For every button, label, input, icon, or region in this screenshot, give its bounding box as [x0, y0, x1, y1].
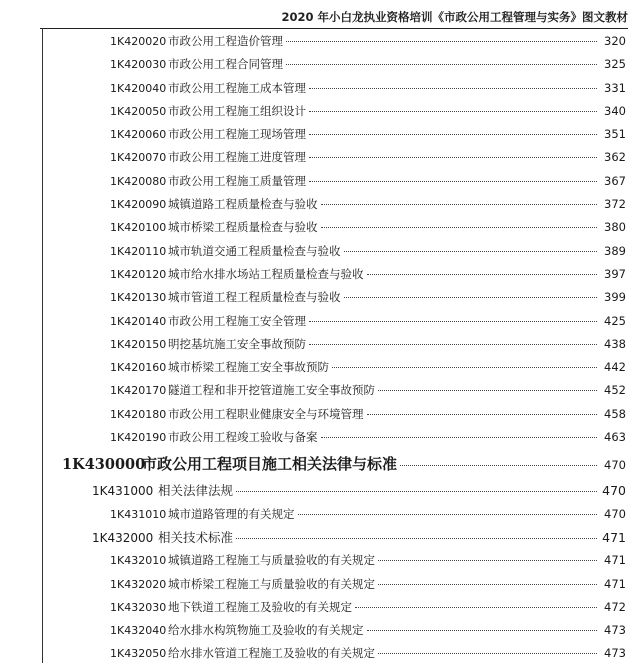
- toc-entry-code: 1K420040: [110, 81, 167, 95]
- toc-entry-page: 340: [604, 103, 626, 118]
- toc-entry-title: 市政公用工程合同管理: [168, 57, 283, 72]
- toc-entry[interactable]: [0, 549, 640, 572]
- toc-entry-code: 1K420190: [110, 431, 167, 445]
- dot-leader: [236, 537, 597, 539]
- toc-entry-page: 473: [604, 623, 626, 638]
- toc-entry[interactable]: [0, 619, 640, 642]
- toc-entry-title: 城镇道路工程质量检查与验收: [168, 197, 318, 212]
- dot-leader: [286, 63, 597, 65]
- toc-entry-page: 472: [604, 599, 626, 614]
- toc-entry[interactable]: [0, 286, 640, 309]
- toc-entry-title: 市政公用工程项目施工相关法律与标准: [142, 455, 398, 474]
- toc-entry-page: 331: [604, 80, 626, 95]
- toc-entry-code: 1K420110: [110, 244, 167, 258]
- toc-section-entry[interactable]: [0, 479, 640, 502]
- dot-leader: [309, 180, 597, 182]
- toc-entry-title: 市政公用工程施工组织设计: [168, 103, 306, 118]
- toc-entry[interactable]: [0, 503, 640, 526]
- toc-entry-code: 1K420060: [110, 128, 167, 142]
- toc-entry-code: 1K432020: [110, 577, 167, 591]
- toc-entry-page: 471: [604, 576, 626, 591]
- toc-entry[interactable]: [0, 216, 640, 239]
- toc-entry-title: 市政公用工程施工成本管理: [168, 80, 306, 95]
- toc-entry-page: 399: [604, 290, 626, 305]
- toc-entry[interactable]: [0, 170, 640, 193]
- toc-entry-page: 442: [604, 360, 626, 375]
- toc-entry-page: 367: [604, 173, 626, 188]
- toc-entry-page: 458: [604, 406, 626, 421]
- dot-leader: [236, 490, 597, 492]
- toc-entry[interactable]: [0, 403, 640, 426]
- toc-entry-code: 1K420090: [110, 198, 167, 212]
- running-header: 2020 年小白龙执业资格培训《市政公用工程管理与实务》图文教材: [40, 6, 628, 29]
- dot-leader: [309, 133, 597, 135]
- toc-entry[interactable]: [0, 642, 640, 665]
- toc-entry[interactable]: [0, 426, 640, 449]
- toc-entry-code: 1K420120: [110, 267, 167, 281]
- toc-entry-code: 1K420160: [110, 361, 167, 375]
- toc-entry-page: 380: [604, 220, 626, 235]
- toc-entry-title: 城市桥梁工程施工与质量验收的有关规定: [168, 576, 375, 591]
- toc-entry[interactable]: [0, 53, 640, 76]
- toc-entry-page: 425: [604, 313, 626, 328]
- toc-entry-title: 城市道路管理的有关规定: [168, 506, 295, 521]
- toc-entry-title: 城市桥梁工程施工安全事故预防: [168, 360, 329, 375]
- table-of-contents: [0, 30, 640, 666]
- toc-entry-title: 给水排水构筑物施工及验收的有关规定: [168, 623, 364, 638]
- dot-leader: [344, 296, 598, 298]
- toc-entry-code: 1K431010: [110, 507, 167, 521]
- toc-entry-title: 市政公用工程施工现场管理: [168, 127, 306, 142]
- dot-leader: [378, 559, 597, 561]
- dot-leader: [309, 156, 597, 158]
- dot-leader: [367, 273, 598, 275]
- toc-entry-title: 城市给水排水场站工程质量检查与验收: [168, 266, 364, 281]
- toc-section-entry[interactable]: [0, 526, 640, 549]
- toc-entry-code: 1K432030: [110, 600, 167, 614]
- toc-entry-page: 438: [604, 336, 626, 351]
- toc-entry-code: 1K420150: [110, 337, 167, 351]
- toc-entry-code: 1K420070: [110, 151, 167, 165]
- toc-entry-page: 325: [604, 57, 626, 72]
- toc-entry-page: 470: [602, 483, 626, 499]
- toc-entry-title: 城市管道工程工程质量检查与验收: [168, 290, 341, 305]
- toc-entry-title: 市政公用工程施工安全管理: [168, 313, 306, 328]
- toc-entry-title: 市政公用工程竣工验收与备案: [168, 430, 318, 445]
- toc-entry[interactable]: [0, 123, 640, 146]
- toc-entry-title: 市政公用工程施工进度管理: [168, 150, 306, 165]
- toc-entry-page: 351: [604, 127, 626, 142]
- toc-entry-page: 471: [602, 529, 626, 545]
- dot-leader: [367, 629, 598, 631]
- toc-entry-title: 市政公用工程造价管理: [168, 34, 283, 48]
- toc-entry-title: 城市桥梁工程质量检查与验收: [168, 220, 318, 235]
- toc-entry-code: 1K431000: [92, 484, 154, 499]
- toc-entry[interactable]: [0, 193, 640, 216]
- dot-leader: [309, 320, 597, 322]
- dot-leader: [298, 513, 598, 515]
- toc-entry[interactable]: [0, 100, 640, 123]
- toc-entry-code: 1K420170: [110, 384, 167, 398]
- dot-leader: [367, 413, 598, 415]
- dot-leader: [344, 250, 598, 252]
- toc-entry-page: 452: [604, 383, 626, 398]
- toc-entry-code: 1K432010: [110, 554, 167, 568]
- toc-entry[interactable]: [0, 240, 640, 263]
- toc-entry-page: 320: [604, 34, 626, 48]
- toc-entry-page: 389: [604, 243, 626, 258]
- dot-leader: [321, 203, 598, 205]
- toc-entry[interactable]: [0, 573, 640, 596]
- toc-entry-code: 1K420130: [110, 291, 167, 305]
- dot-leader: [309, 110, 597, 112]
- toc-entry-page: 362: [604, 150, 626, 165]
- dot-leader: [321, 226, 598, 228]
- toc-entry-title: 市政公用工程施工质量管理: [168, 173, 306, 188]
- toc-entry-title: 给水排水管道工程施工及验收的有关规定: [168, 646, 375, 661]
- toc-entry-code: 1K420030: [110, 58, 167, 72]
- toc-entry-code: 1K432040: [110, 624, 167, 638]
- toc-entry[interactable]: [0, 310, 640, 333]
- toc-entry-title: 相关法律法规: [158, 483, 234, 499]
- toc-entry-page: 372: [604, 197, 626, 212]
- toc-entry-page: 471: [604, 553, 626, 568]
- toc-entry[interactable]: [0, 30, 640, 53]
- toc-entry[interactable]: [0, 379, 640, 402]
- dot-leader: [286, 40, 597, 42]
- toc-entry-code: 1K420020: [110, 35, 167, 48]
- dot-leader: [378, 389, 597, 391]
- toc-entry-page: 473: [604, 646, 626, 661]
- dot-leader: [355, 606, 597, 608]
- toc-entry[interactable]: [0, 263, 640, 286]
- toc-entry-page: 470: [604, 506, 626, 521]
- toc-entry[interactable]: [0, 146, 640, 169]
- toc-entry-page: 397: [604, 266, 626, 281]
- toc-entry[interactable]: [0, 77, 640, 100]
- toc-entry-code: 1K420140: [110, 314, 167, 328]
- toc-entry[interactable]: [0, 596, 640, 619]
- toc-entry[interactable]: [0, 356, 640, 379]
- toc-entry-code: 1K432050: [110, 647, 167, 661]
- toc-entry-code: 1K420080: [110, 174, 167, 188]
- toc-entry-title: 城镇道路工程施工与质量验收的有关规定: [168, 553, 375, 568]
- toc-entry-code: 1K430000: [62, 456, 146, 474]
- toc-entry-code: 1K420180: [110, 407, 167, 421]
- dot-leader: [321, 436, 598, 438]
- dot-leader: [309, 343, 597, 345]
- dot-leader: [400, 464, 597, 466]
- toc-entry-title: 隧道工程和非开挖管道施工安全事故预防: [168, 383, 375, 398]
- toc-entry-title: 市政公用工程职业健康安全与环境管理: [168, 406, 364, 421]
- toc-entry-code: 1K432000: [92, 530, 154, 545]
- toc-entry-page: 463: [604, 430, 626, 445]
- toc-entry-title: 城市轨道交通工程质量检查与验收: [168, 243, 341, 258]
- toc-entry[interactable]: [0, 333, 640, 356]
- toc-chapter-entry[interactable]: [0, 449, 640, 479]
- toc-entry-title: 相关技术标准: [158, 529, 234, 545]
- toc-entry-code: 1K420100: [110, 221, 167, 235]
- dot-leader: [378, 583, 597, 585]
- toc-entry-title: 明挖基坑施工安全事故预防: [168, 336, 306, 351]
- dot-leader: [378, 652, 597, 654]
- toc-entry-code: 1K420050: [110, 104, 167, 118]
- toc-entry-page: 470: [604, 458, 626, 473]
- dot-leader: [309, 87, 597, 89]
- dot-leader: [332, 366, 597, 368]
- toc-entry-title: 地下铁道工程施工及验收的有关规定: [168, 599, 352, 614]
